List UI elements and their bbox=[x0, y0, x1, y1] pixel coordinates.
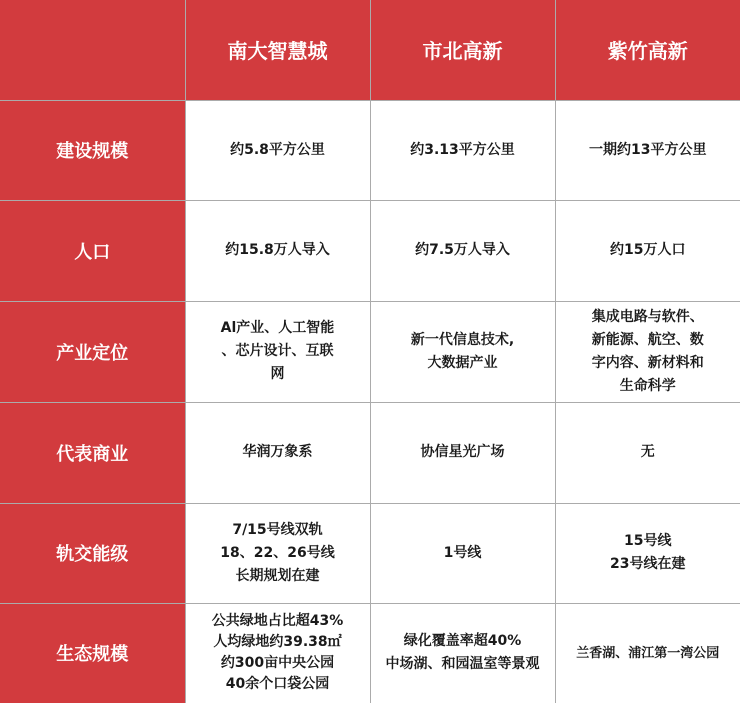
table-cell bbox=[555, 603, 740, 703]
cell-line: 华润万象系 bbox=[242, 444, 313, 460]
cell-line: 新能源、航空、数 bbox=[591, 331, 704, 348]
corner-cell bbox=[0, 0, 185, 100]
cell-line: 生命科学 bbox=[619, 377, 676, 394]
table-cell bbox=[370, 603, 555, 703]
table-row bbox=[0, 503, 740, 603]
cell-line: 兰香湖、浦江第一湾公园 bbox=[576, 645, 720, 661]
cell-line: 约3.13平方公里 bbox=[410, 141, 515, 158]
table-cell bbox=[370, 503, 555, 603]
table-row bbox=[0, 301, 740, 402]
cell-line: 新一代信息技术, bbox=[410, 331, 515, 348]
column-header: 南大智慧城 bbox=[185, 0, 370, 100]
cell-line: 约15.8万人导入 bbox=[225, 242, 330, 258]
table-cell bbox=[185, 301, 370, 402]
cell-line: 约300亩中央公园 bbox=[220, 655, 335, 672]
cell-line: 网 bbox=[270, 366, 285, 382]
cell-line: 长期规划在建 bbox=[235, 567, 320, 584]
cell-line: 约5.8平方公里 bbox=[230, 141, 325, 158]
row-header: 轨交能级 bbox=[0, 503, 185, 603]
cell-line: 无 bbox=[640, 444, 655, 460]
column-header: 紫竹高新 bbox=[555, 0, 740, 100]
cell-line: 绿化覆盖率超40% bbox=[403, 633, 522, 650]
cell-line: 大数据产业 bbox=[427, 354, 498, 371]
table-cell bbox=[555, 503, 740, 603]
cell-line: 1号线 bbox=[443, 544, 482, 561]
row-header: 建设规模 bbox=[0, 100, 185, 200]
row-header: 生态规模 bbox=[0, 603, 185, 703]
table-cell bbox=[185, 200, 370, 301]
cell-line: 40余个口袋公园 bbox=[225, 676, 330, 693]
cell-line: 公共绿地占比超43% bbox=[211, 613, 344, 630]
column-header: 市北高新 bbox=[370, 0, 555, 100]
row-header: 代表商业 bbox=[0, 402, 185, 503]
cell-line: 人均绿地约39.38㎡ bbox=[213, 634, 342, 651]
table-cell bbox=[185, 100, 370, 200]
cell-line: 一期约13平方公里 bbox=[589, 141, 707, 158]
cell-line: 15号线 bbox=[624, 533, 672, 549]
table-cell bbox=[370, 200, 555, 301]
cell-line: 23号线在建 bbox=[610, 556, 686, 572]
table-cell bbox=[555, 301, 740, 402]
row-header: 产业定位 bbox=[0, 301, 185, 402]
table-cell bbox=[555, 100, 740, 200]
cell-line: 约7.5万人导入 bbox=[415, 242, 510, 258]
cell-line: 18、22、26号线 bbox=[220, 544, 335, 561]
header-row bbox=[0, 0, 740, 100]
table-cell bbox=[185, 603, 370, 703]
table-cell bbox=[185, 402, 370, 503]
table-row bbox=[0, 603, 740, 703]
table-cell bbox=[370, 100, 555, 200]
cell-line: 字内容、新材料和 bbox=[591, 354, 704, 371]
table-cell bbox=[370, 402, 555, 503]
table-cell bbox=[555, 200, 740, 301]
cell-line: 约15万人口 bbox=[610, 242, 686, 258]
table-cell bbox=[370, 301, 555, 402]
table-cell bbox=[185, 503, 370, 603]
table-row bbox=[0, 100, 740, 200]
table-row bbox=[0, 402, 740, 503]
cell-line: 、芯片设计、互联 bbox=[221, 343, 334, 359]
cell-line: Al产业、人工智能 bbox=[220, 320, 335, 336]
table-row bbox=[0, 200, 740, 301]
table-cell bbox=[555, 402, 740, 503]
cell-line: 中场湖、和园温室等景观 bbox=[385, 656, 540, 673]
cell-line: 集成电路与软件、 bbox=[591, 308, 704, 325]
cell-line: 7/15号线双轨 bbox=[232, 521, 323, 538]
cell-line: 协信星光广场 bbox=[420, 444, 505, 460]
row-header: 人口 bbox=[0, 200, 185, 301]
